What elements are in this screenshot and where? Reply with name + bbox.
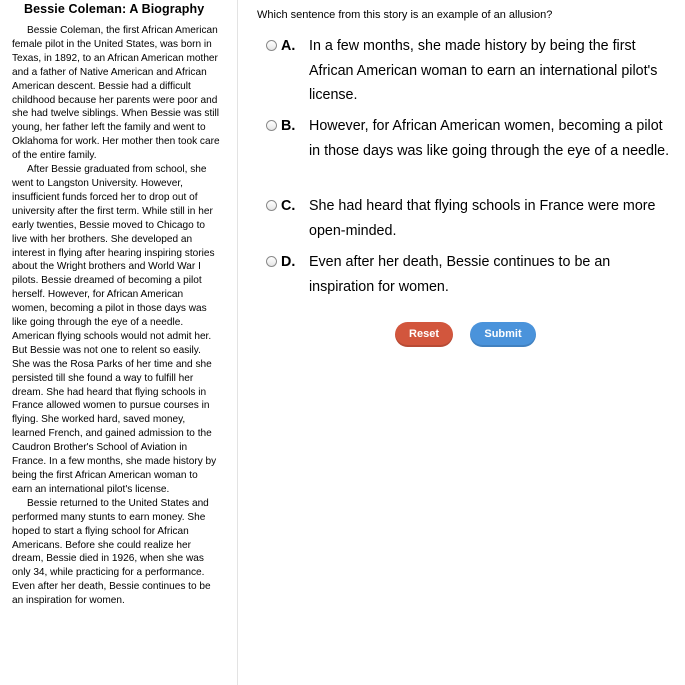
option-letter: C. — [281, 198, 296, 214]
story-paragraph: After Bessie graduated from school, she went to Langston University. However, insufficient funds forced her to drop out of university after the first term. While still in her early twenties, Bessie moved to Chicago to live with her brothers. She developed an interest in flying after hearing inspiring stories about the Wright brothers and World War I pilots. Bessie dreamed of becoming a pilot herself. However, for African American women, becoming a pilot in those days was like going through the eye of a needle. American flying schools would not admit her. But Bessie was not one to relent so easily. She was the Rosa Parks of her time and she persisted till she found a way to fulfill her dream. She had heard that flying schools in France allowed women to pursue courses in flying. She worked hard, saved money, learned French, and gained admission to the Caudron Brother's School of Aviation in France. In a few months, she made history by being the first African American woman to earn an international pilot's license. — [12, 164, 217, 495]
option-letter: D. — [281, 254, 296, 270]
reset-button[interactable]: Reset — [395, 322, 453, 347]
option-text: She had heard that flying schools in France were more open-minded. — [309, 198, 656, 239]
option-text: Even after her death, Bessie continues to be an inspiration for women. — [309, 254, 611, 295]
question-prompt: Which sentence from this story is an example of an allusion? — [257, 9, 553, 21]
option-text: However, for African American women, becoming a pilot in those days was like going through the eye of a needle. — [309, 118, 670, 159]
story-paragraph: Bessie Coleman, the first African American female pilot in the United States, was born in Texas, in 1892, to an African American mother and a father of Native American and African American descent. Bessie had a difficult childhood because her parents were poor and she had twelve siblings. When Bessie was still young, her father left the family and went to Oklahoma for work. Her mother then took care of the entire family. — [12, 25, 220, 162]
story-title: Bessie Coleman: A Biography — [24, 2, 205, 16]
radio-button-b[interactable] — [266, 120, 277, 131]
radio-button-c[interactable] — [266, 200, 277, 211]
story-paragraph: Bessie returned to the United States and performed many stunts to earn money. She hoped to start a flying school for African Americans. Before she could realize her dream, Bessie died in 1926, when she was only 34, while practicing for a performance. Even after her death, Bessie continues to be an inspiration for women. — [12, 497, 211, 607]
submit-button[interactable]: Submit — [470, 322, 536, 347]
story-panel — [0, 0, 238, 685]
radio-button-a[interactable] — [266, 40, 277, 51]
option-text: In a few months, she made history by being the first African American woman to earn an international pilot's license. — [309, 38, 658, 103]
question-panel — [238, 0, 685, 685]
story-text — [12, 24, 220, 608]
option-letter: A. — [281, 38, 296, 54]
option-letter: B. — [281, 118, 296, 134]
radio-button-d[interactable] — [266, 256, 277, 267]
